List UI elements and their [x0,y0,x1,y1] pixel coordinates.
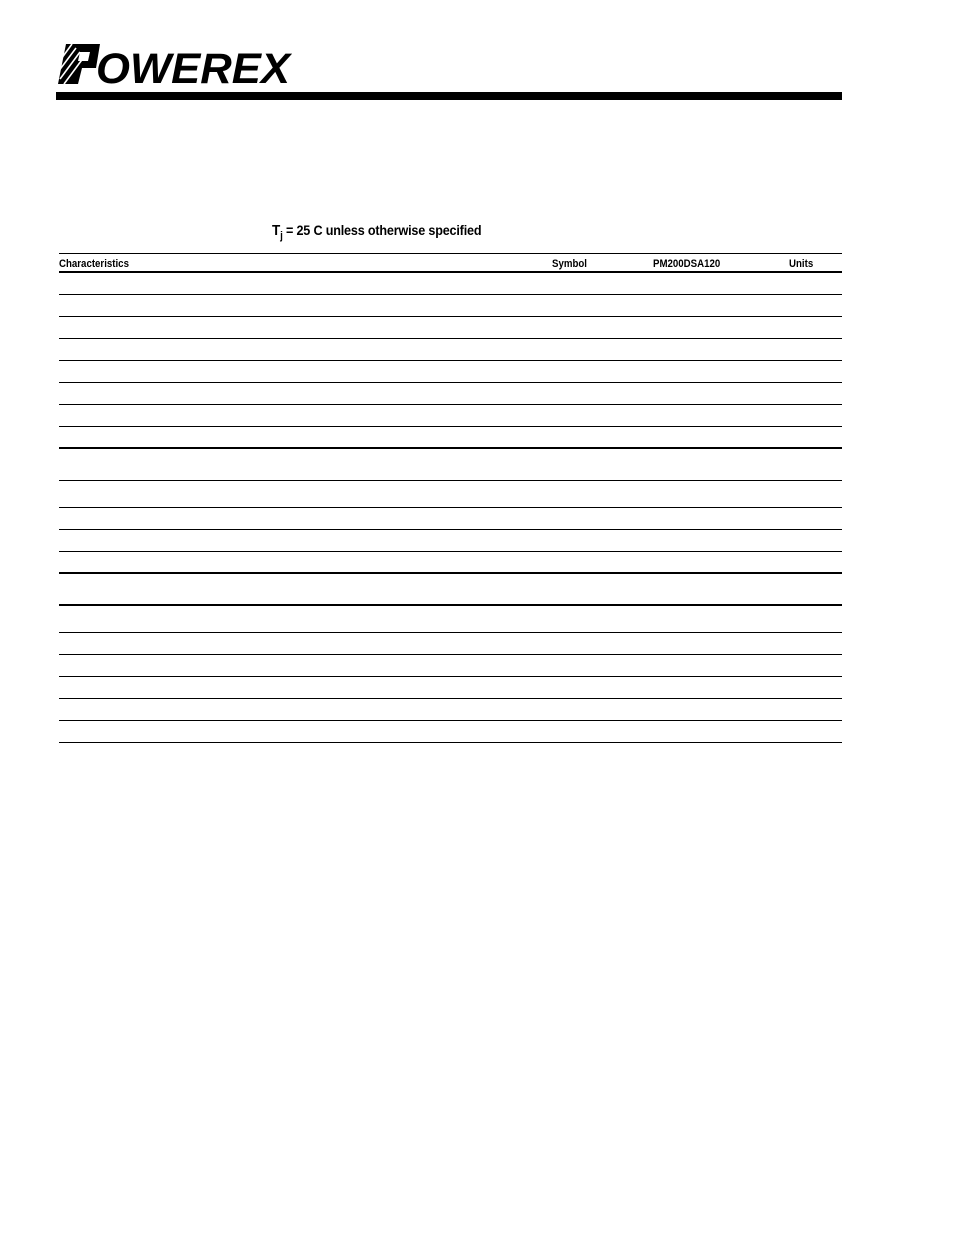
table-row [59,574,842,606]
condition-text: = 25 C unless otherwise specified [285,222,482,238]
table-row [59,317,842,339]
table-row [59,449,842,481]
powerex-logo [56,42,292,86]
header-units: Units [789,258,814,270]
table-row [59,508,842,530]
header-rule [56,92,842,100]
table-row [59,273,842,295]
table-row [59,530,842,552]
table-row [59,405,842,427]
condition-t-subscript: j [280,230,283,242]
characteristics-table [59,253,842,743]
table-row [59,427,842,449]
table-row [59,339,842,361]
svg-text:OWEREX: OWEREX [96,45,292,86]
header-symbol: Symbol [552,258,587,270]
table-row [59,606,842,633]
table-row [59,721,842,743]
table-row [59,699,842,721]
table-row [59,677,842,699]
test-condition-note [272,222,482,242]
header-characteristics: Characteristics [59,258,129,270]
table-header-row [59,253,842,273]
table-row [59,633,842,655]
table-row [59,383,842,405]
header-part-number: PM200DSA120 [653,258,721,270]
condition-t-symbol: T [272,222,281,239]
table-row [59,481,842,508]
table-row [59,655,842,677]
table-row [59,361,842,383]
table-row [59,552,842,574]
table-row [59,295,842,317]
